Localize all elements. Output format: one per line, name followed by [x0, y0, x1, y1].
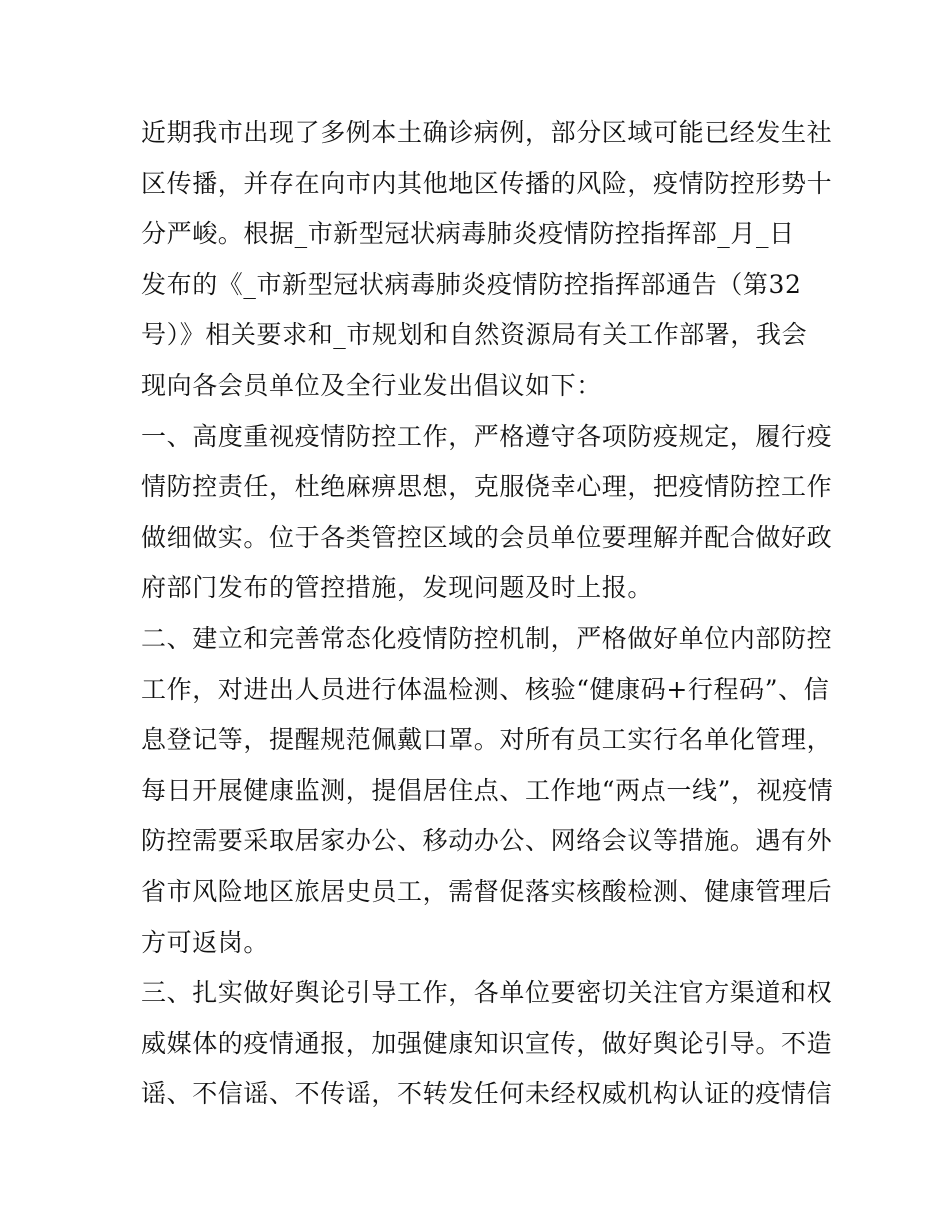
- text-line: 发布的《_市新型冠状病毒肺炎疫情防控指挥部通告（第32: [141, 269, 802, 299]
- text-line: 方可返岗。: [141, 927, 270, 957]
- text-line: 府部门发布的管控措施，发现问题及时上报。: [141, 573, 654, 603]
- text-line: 号）》相关要求和_市规划和自然资源局有关工作部署，我会: [141, 320, 808, 350]
- text-line: 分严峻。根据_市新型冠状病毒肺炎疫情防控指挥部_月_日: [141, 219, 795, 249]
- text-line: 三、扎实做好舆论引导工作，各单位要密切关注官方渠道和权: [141, 978, 833, 1008]
- text-line: 工作，对进出人员进行体温检测、核验“健康码+行程码”、信: [141, 674, 830, 704]
- text-line: 现向各会员单位及全行业发出倡议如下：: [141, 370, 602, 400]
- text-line: 区传播，并存在向市内其他地区传播的风险，疫情防控形势十: [141, 168, 833, 198]
- text-line: 每日开展健康监测，提倡居住点、工作地“两点一线”，视疫情: [141, 775, 834, 805]
- document-body: [141, 108, 834, 1120]
- text-line: 二、建立和完善常态化疫情防控机制，严格做好单位内部防控: [141, 623, 833, 653]
- text-line: 省市风险地区旅居史员工，需督促落实核酸检测、健康管理后: [141, 876, 833, 906]
- text-line: 做细做实。位于各类管控区域的会员单位要理解并配合做好政: [141, 522, 833, 552]
- text-line: 近期我市出现了多例本土确诊病例，部分区域可能已经发生社: [141, 118, 833, 147]
- text-line: 威媒体的疫情通报，加强健康知识宣传，做好舆论引导。不造: [141, 1028, 833, 1058]
- text-line: 谣、不信谣、不传谣，不转发任何未经权威机构认证的疫情信: [141, 1079, 833, 1109]
- text-line: 一、高度重视疫情防控工作，严格遵守各项防疫规定，履行疫: [141, 421, 833, 451]
- text-line: 情防控责任，杜绝麻痹思想，克服侥幸心理，把疫情防控工作: [141, 472, 833, 502]
- text-line: 防控需要采取居家办公、移动办公、网络会议等措施。遇有外: [141, 826, 833, 856]
- text-line: 息登记等，提醒规范佩戴口罩。对所有员工实行名单化管理，: [141, 725, 833, 755]
